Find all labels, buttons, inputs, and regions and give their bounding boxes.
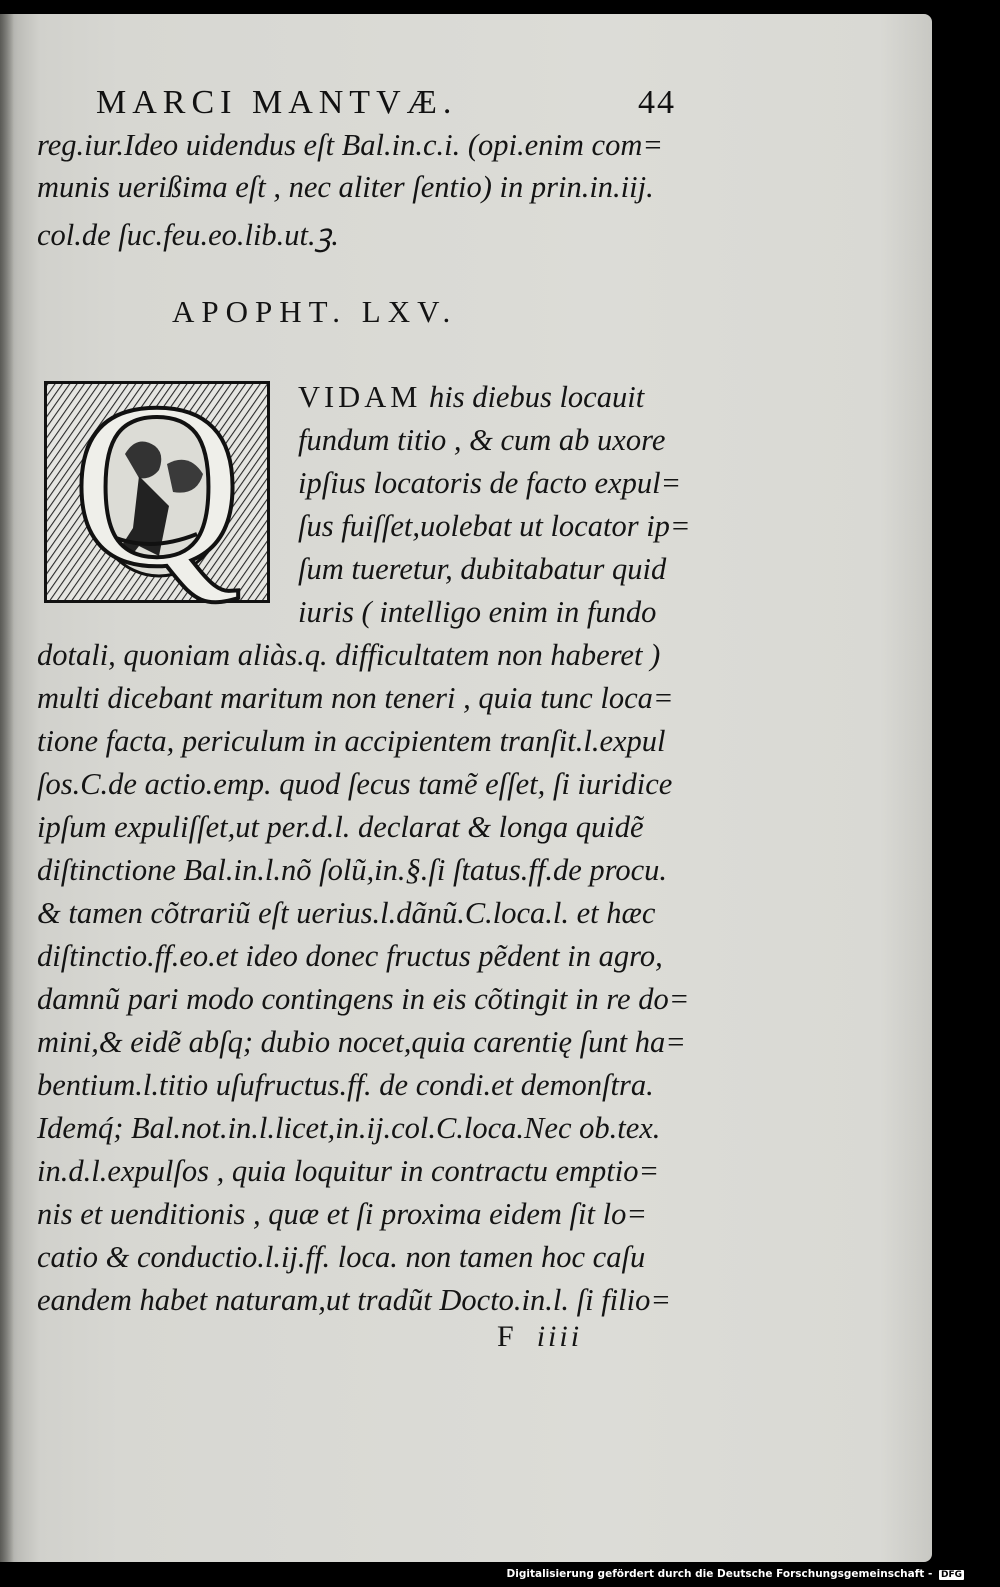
text-line-rest: his diebus locauit — [428, 380, 645, 414]
gutter-shadow — [0, 14, 14, 1562]
text-line: dotali, quoniam aliàs.q. difficultatem non haberet ) — [37, 638, 661, 672]
text-line: nis et uenditionis , quæ et ſi proxima eidem ſit lo= — [37, 1197, 647, 1231]
folio-number: 44 — [638, 84, 676, 121]
signature-mark — [497, 1320, 582, 1354]
signature-letter: F — [497, 1320, 517, 1353]
digitization-footer — [507, 1568, 964, 1583]
text-line: col.de ſuc.feu.eo.lib.ut.ꝫ. — [37, 218, 339, 252]
text-line: Idemq́; Bal.not.in.l.licet,in.ij.col.C.loca.Nec ob.tex. — [37, 1111, 661, 1145]
text-line — [298, 380, 718, 415]
lead-word: VIDAM — [298, 380, 422, 414]
text-line: eandem habet naturam,ut tradũt Docto.in.l. ſi filio= — [37, 1283, 671, 1317]
text-line: reg.iur.Ideo uidendus eſt Bal.in.c.i. (opi.enim com= — [37, 128, 663, 162]
text-line: munis uerißima eſt , nec aliter ſentio) in prin.in.iij. — [37, 170, 654, 204]
text-line: & tamen cõtrariũ eſt uerius.l.dãnũ.C.loca.l. et hæc — [37, 896, 656, 930]
text-line: mini,& eidẽ abſq; dubio nocet,quia carentię ſunt ha= — [37, 1025, 686, 1059]
text-line: diſtinctio.ff.eo.et ideo donec fructus pẽdent in agro, — [37, 939, 663, 973]
footer-text: Digitalisierung gefördert durch die Deutsche Forschungsgemeinschaft - — [506, 1568, 933, 1580]
signature-number: iiii — [536, 1320, 583, 1353]
decorated-initial — [44, 355, 270, 616]
text-line: fundum titio , & cum ab uxore — [298, 423, 666, 457]
text-line: ipſius locatoris de facto expul= — [298, 466, 682, 500]
dfg-logo: DFG — [940, 1570, 962, 1580]
text-line: diſtinctione Bal.in.l.nõ ſolũ,in.§.ſi ſtatus.ff.de procu. — [37, 853, 668, 887]
text-line: multi dicebant maritum non teneri , quia tunc loca= — [37, 681, 674, 715]
text-line: ſus fuiſſet,uolebat ut locator ip= — [298, 509, 691, 543]
text-line: catio & conductio.l.ij.ff. loca. non tamen hoc caſu — [37, 1240, 646, 1274]
text-line: damnũ pari modo contingens in eis cõtingit in re do= — [37, 982, 690, 1016]
text-line: iuris ( intelligo enim in fundo — [298, 595, 657, 629]
running-header — [96, 84, 676, 128]
text-line: ipſum expuliſſet,ut per.d.l. declarat & longa quidẽ — [37, 810, 644, 844]
text-line: ſos.C.de actio.emp. quod ſecus tamẽ eſſet, ſi iuridice — [37, 767, 673, 801]
text-line: in.d.l.expulſos , quia loquitur in contractu emptio= — [37, 1154, 660, 1188]
running-head: MARCI MANTVÆ. — [96, 84, 458, 121]
section-heading: APOPHT. LXV. — [172, 294, 458, 329]
text-line: bentium.l.titio uſufructus.ff. de condi.et demonſtra. — [37, 1068, 654, 1102]
text-line: ſum tueretur, dubitabatur quid — [298, 552, 667, 586]
text-line: tione facta, periculum in accipientem tranſit.l.expul — [37, 724, 666, 758]
drop-cap-letter: Q — [71, 355, 243, 616]
